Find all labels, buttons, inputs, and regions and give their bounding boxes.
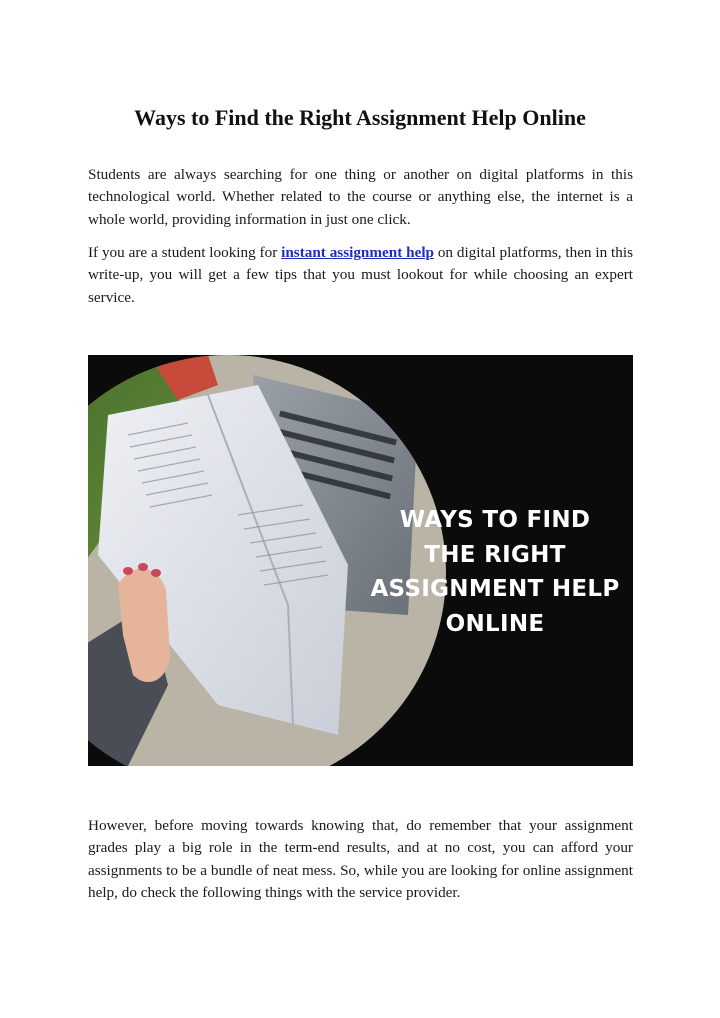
third-paragraph: However, before moving towards knowing that, do remember that your assignment grades play a big role in the term-end results, and at no cost, you can afford your assignments to be a bundle of neat mess. So, while you are looking for online assignment help, do check the following things with the service provider. xyxy=(88,817,633,901)
paragraph-text-after-link: on digital platforms, then in this write-up, you will get a few tips that you must lookout for while choosing an expert service. xyxy=(88,244,633,306)
banner-line: ASSIGNMENT HELP xyxy=(370,576,620,602)
banner-headline xyxy=(350,503,633,641)
banner-line: WAYS TO FIND xyxy=(399,507,591,533)
paragraph-text-before-link: If you are a student looking for xyxy=(88,244,282,261)
intro-paragraph: Students are always searching for one thing or another on digital platforms in this technological world. Whether related to the course or anything else, the internet is a whole world, providing information in just one click. xyxy=(88,166,633,228)
banner-line: ONLINE xyxy=(445,610,545,637)
instant-assignment-help-link[interactable]: instant assignment help xyxy=(281,244,434,261)
banner-line: THE RIGHT xyxy=(424,541,566,568)
page-title: Ways to Find the Right Assignment Help Online xyxy=(134,105,586,130)
article-banner-image xyxy=(88,355,633,766)
second-paragraph xyxy=(88,242,633,309)
